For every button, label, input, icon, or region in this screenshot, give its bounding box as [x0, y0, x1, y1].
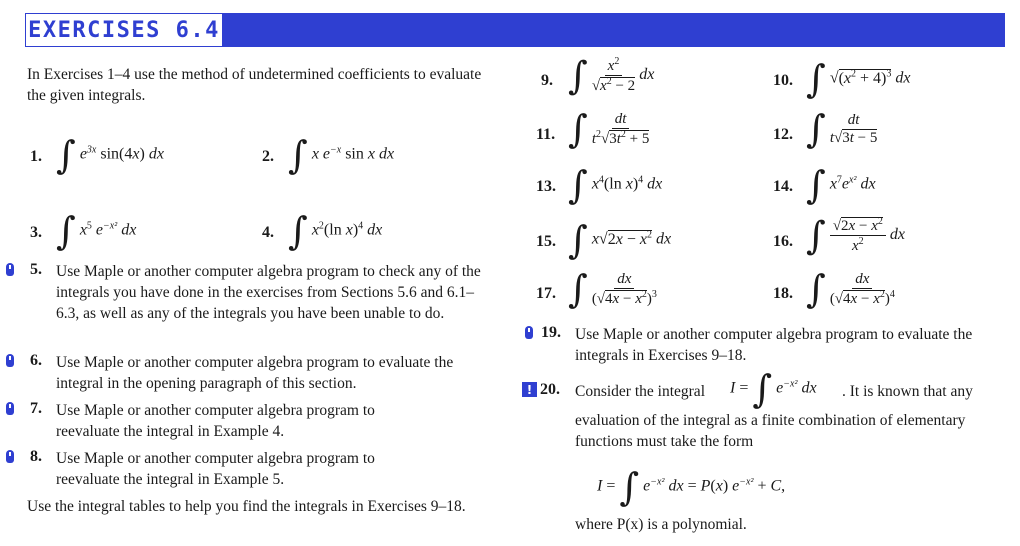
mouse-icon	[6, 450, 14, 463]
problem-9-expression: ∫ $\frac{x^2}{√x^2 - 2}$ dx	[568, 53, 655, 98]
tables-instruction: Use the integral tables to help you find the integrals in Exercises 9–18.	[27, 498, 466, 515]
problem-17-number: 17.	[536, 285, 556, 302]
problem-11-number: 11.	[536, 126, 556, 143]
exercise-20-where: where P(x) is a polynomial.	[575, 516, 747, 533]
problem-16-expression: ∫ $\frac{√2x - x^2}{x^2}$ dx	[806, 213, 905, 258]
mouse-icon	[6, 354, 14, 367]
exercise-6-number: 6.	[30, 352, 42, 369]
problem-13-number: 13.	[536, 178, 556, 195]
problem-4-number: 4.	[262, 224, 274, 241]
exercise-5-number: 5.	[30, 261, 42, 278]
problem-14-expression: ∫ $x^7e^{x^2}$ dx	[806, 163, 876, 207]
exercise-7-text: Use Maple or another computer algebra program to reevaluate the integral in Example 4.	[56, 402, 375, 440]
exercise-20-form-equation: I = ∫ $e^{-x^2}$ dx = P(x) $e^{-x^2} + C$,	[597, 465, 786, 509]
problem-4-expression: ∫ $x^2(\ln$ x)$^4$ dx	[288, 209, 383, 253]
problem-1-number: 1.	[30, 148, 42, 165]
problem-15-number: 15.	[536, 233, 556, 250]
problem-1-expression: ∫ $e^{3x}$ sin(4x) dx	[56, 133, 164, 177]
exercise-20-text-c: evaluation of the integral as a finite combination of elementary functions must take the form	[575, 412, 966, 450]
problem-18-number: 18.	[773, 285, 793, 302]
exercise-7-number: 7.	[30, 400, 42, 417]
problem-13-expression: ∫ $x^4(\ln$ x)$^4$ dx	[568, 163, 663, 207]
problem-18-expression: ∫ $\frac{dx}{(√4x - x^2)^4}$	[806, 267, 895, 311]
exercise-20-text-a: Consider the integral	[575, 383, 705, 400]
exercise-5-text: Use Maple or another computer algebra program to check any of the integrals you have done in the exercises from Sections 5.6 and 6.1–6.3, as well as any of the integrals you have been unable to do.	[56, 263, 481, 322]
header-banner	[25, 13, 1005, 47]
problem-2-number: 2.	[262, 148, 274, 165]
problem-12-expression: ∫ $\frac{dt}{t√3t - 5}$	[806, 107, 878, 151]
problem-14-number: 14.	[773, 178, 793, 195]
mouse-icon	[6, 263, 14, 276]
problem-16-number: 16.	[773, 233, 793, 250]
problem-3-expression: ∫ $x^5$ $e^{-x^2}$ dx	[56, 209, 137, 253]
exercise-20-number: 20.	[540, 381, 560, 398]
exercise-6-text: Use Maple or another computer algebra program to evaluate the integral in the opening paragraph of this section.	[56, 354, 454, 392]
exercise-20-text-b: . It is known that any	[842, 383, 973, 400]
problem-11-expression: ∫ $\frac{dt}{t^2√3t^2 + 5}$	[568, 107, 650, 151]
exercise-20-integral: I = ∫ $e^{-x^2}$ dx	[730, 367, 817, 411]
problem-15-expression: ∫ $x√2x - x^2$ dx	[568, 218, 672, 262]
exercise-8-text: Use Maple or another computer algebra program to reevaluate the integral in Example 5.	[56, 450, 375, 488]
problem-2-expression: ∫ x $e^{-x}$ sin x dx	[288, 133, 395, 177]
problem-10-number: 10.	[773, 72, 793, 89]
problem-10-expression: ∫ $√(x^2 + 4)^3$ dx	[806, 57, 911, 101]
mouse-icon	[525, 326, 533, 339]
exercise-19-number: 19.	[541, 324, 561, 341]
problem-9-number: 9.	[541, 72, 553, 89]
section-title: EXERCISES 6.4	[25, 13, 223, 47]
problem-17-expression: ∫ $\frac{dx}{(√4x - x^2)^3}$	[568, 267, 657, 311]
exercise-19-text: Use Maple or another computer algebra program to evaluate the integrals in Exercises 9–18.	[575, 326, 973, 364]
problem-3-number: 3.	[30, 224, 42, 241]
intro-text: In Exercises 1–4 use the method of undetermined coefficients to evaluate the given integrals.	[27, 66, 482, 104]
problem-12-number: 12.	[773, 126, 793, 143]
mouse-icon	[6, 402, 14, 415]
exercise-8-number: 8.	[30, 448, 42, 465]
exclamation-icon: !	[522, 382, 537, 397]
